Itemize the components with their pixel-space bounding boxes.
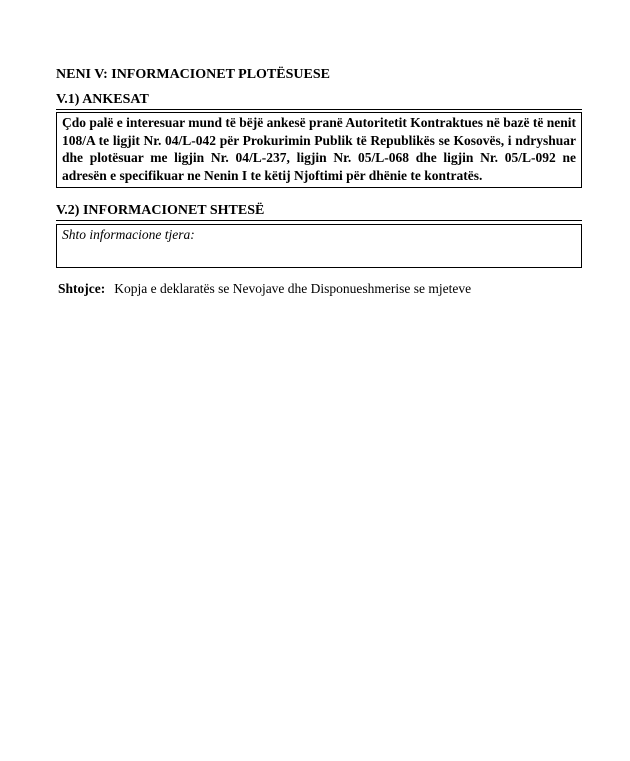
attachment-line	[58, 280, 582, 297]
attachment-label: Shtojce:	[58, 281, 106, 296]
ankesat-heading: V.1) ANKESAT	[56, 93, 582, 110]
document-content	[56, 66, 582, 297]
shtese-note-text: Shto informacione tjera:	[62, 227, 195, 242]
section-title: NENI V: INFORMACIONET PLOTËSUESE	[56, 67, 330, 82]
attachment-text: Kopja e deklaratës se Nevojave dhe Disponueshmerise se mjeteve	[114, 281, 472, 296]
shtese-box	[56, 224, 582, 268]
shtese-heading: V.2) INFORMACIONET SHTESË	[56, 204, 582, 221]
ankesat-body-text: Çdo palë e interesuar mund të bëjë ankesë pranë Autoritetit Kontraktues në bazë të nenit 108/A te ligjit Nr. 04/L-042 për Prokurimin Publik të Republikës se Kosovës, i ndryshuar dhe plotësuar me ligjin Nr. 04/L-237, ligjin Nr. 05/L-068 dhe ligjin Nr. 05/L-092 ne adresën e specifikuar ne Nenin I te këtij Njoftimi për dhënie te kontratës.	[62, 115, 576, 183]
ankesat-box	[56, 112, 582, 188]
